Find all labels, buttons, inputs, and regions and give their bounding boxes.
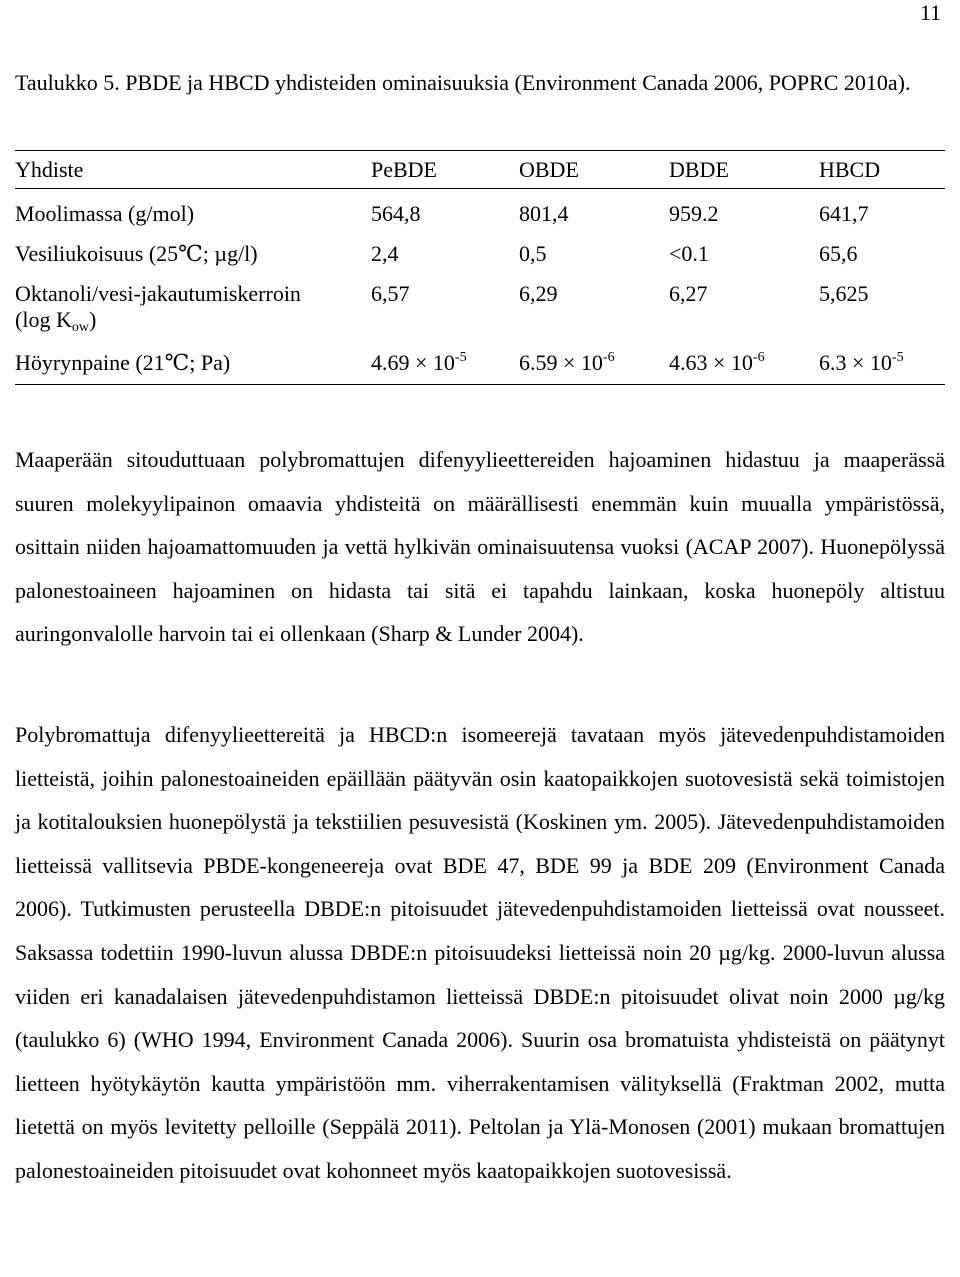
table-row <box>15 336 945 385</box>
table-cell <box>819 336 945 385</box>
row-label: Moolimassa (g/mol) <box>15 201 195 226</box>
table-row <box>15 189 945 228</box>
table-cell <box>669 336 819 385</box>
table-cell: 959.2 <box>669 201 719 226</box>
table-cell: 801,4 <box>519 201 569 226</box>
value-mantissa: 4.69 × 10 <box>371 350 455 375</box>
row-label-main: Oktanoli/vesi-jakautumiskerroin <box>15 281 301 306</box>
row-label-log: (log K <box>15 307 72 332</box>
value-exponent: -5 <box>454 350 467 365</box>
table-cell: 6,27 <box>669 281 708 306</box>
table-cell: 5,625 <box>819 281 869 306</box>
paragraph-soil-degradation: Maaperään sitouduttuaan polybromattujen difenyylieettereiden hajoaminen hidastuu ja maaperässä suuren molekyylipainon omaavia yhdisteitä on määrällisesti enemmän kuin muualla ympäristössä, osittain niiden hajoamattomuuden ja vettä hylkivän ominaisuutensa vuoksi (ACAP 2007). Huonepölyssä palonestoaineen hajoaminen on hidasta tai sitä ei tapahdu lainkaan, koska huonepöly altistuu auringonvalolle harvoin tai ei ollenkaan (Sharp & Lunder 2004). <box>15 447 945 647</box>
value-exponent: -5 <box>891 350 904 365</box>
value-exponent: -6 <box>752 350 765 365</box>
row-label <box>15 267 371 336</box>
row-label: Vesiliukoisuus (25℃; µg/l) <box>15 241 258 266</box>
table-row <box>15 267 945 336</box>
table-caption: Taulukko 5. PBDE ja HBCD yhdisteiden ominaisuuksia (Environment Canada 2006, POPRC 2010a). <box>15 70 911 95</box>
value-exponent: -6 <box>602 350 615 365</box>
page-number: 11 <box>920 0 942 25</box>
table-cell: <0.1 <box>669 241 709 266</box>
value-mantissa: 6.3 × 10 <box>819 350 892 375</box>
value-mantissa: 6.59 × 10 <box>519 350 603 375</box>
table-cell: 0,5 <box>519 241 547 266</box>
table-cell <box>519 336 669 385</box>
header-dbde: DBDE <box>669 151 819 189</box>
table-cell: 6,29 <box>519 281 558 306</box>
table-cell: 564,8 <box>371 201 421 226</box>
row-label-close: ) <box>88 307 97 332</box>
header-hbcd: HBCD <box>819 151 945 189</box>
value-mantissa: 4.63 × 10 <box>669 350 753 375</box>
table-cell: 65,6 <box>819 241 858 266</box>
table-cell: 641,7 <box>819 201 869 226</box>
properties-table <box>15 150 945 385</box>
paragraph-sewage-sludge: Polybromattuja difenyylieettereitä ja HBCD:n isomeerejä tavataan myös jätevedenpuhdistamoiden lietteistä, joihin palonestoaineiden epäillään päätyvän osin kaatopaikkojen suotovesistä sekä toimistojen ja kotitalouksien huonepölystä ja tekstiilien pesuvesistä (Koskinen ym. 2005). Jätevedenpuhdistamoiden lietteissä vallitsevia PBDE-kongeneereja ovat BDE 47, BDE 99 ja BDE 209 (Environment Canada 2006). Tutkimusten perusteella DBDE:n pitoisuudet jätevedenpuhdistamoiden lietteissä ovat nousseet. Saksassa todettiin 1990-luvun alussa DBDE:n pitoisuudeksi lietteissä noin 20 µg/kg. 2000-luvun alussa viiden eri kanadalaisen jätevedenpuhdistamon lietteissä DBDE:n pitoisuudet olivat noin 2000 µg/kg (taulukko 6) (WHO 1994, Environment Canada 2006). Suurin osa bromatuista yhdisteistä on päätynyt lietteen hyötykäytön kautta ympäristöön mm. viherrakentamisen välityksellä (Fraktman 2002, mutta lietettä on myös levitetty pelloille (Seppälä 2011). Peltolan ja Ylä-Monosen (2001) mukaan bromattujen palonestoaineiden pitoisuudet ovat kohonneet myös kaatopaikkojen suotovesissä. <box>15 722 945 1183</box>
header-compound: Yhdiste <box>15 151 371 189</box>
table-cell <box>371 336 519 385</box>
header-pebde: PeBDE <box>371 151 519 189</box>
header-obde: OBDE <box>519 151 669 189</box>
table-cell: 2,4 <box>371 241 399 266</box>
row-label-subscript: ow <box>71 320 89 335</box>
row-label: Höyrynpaine (21℃; Pa) <box>15 336 371 385</box>
table-cell: 6,57 <box>371 281 410 306</box>
table-header-row <box>15 151 945 189</box>
table-row <box>15 227 945 267</box>
